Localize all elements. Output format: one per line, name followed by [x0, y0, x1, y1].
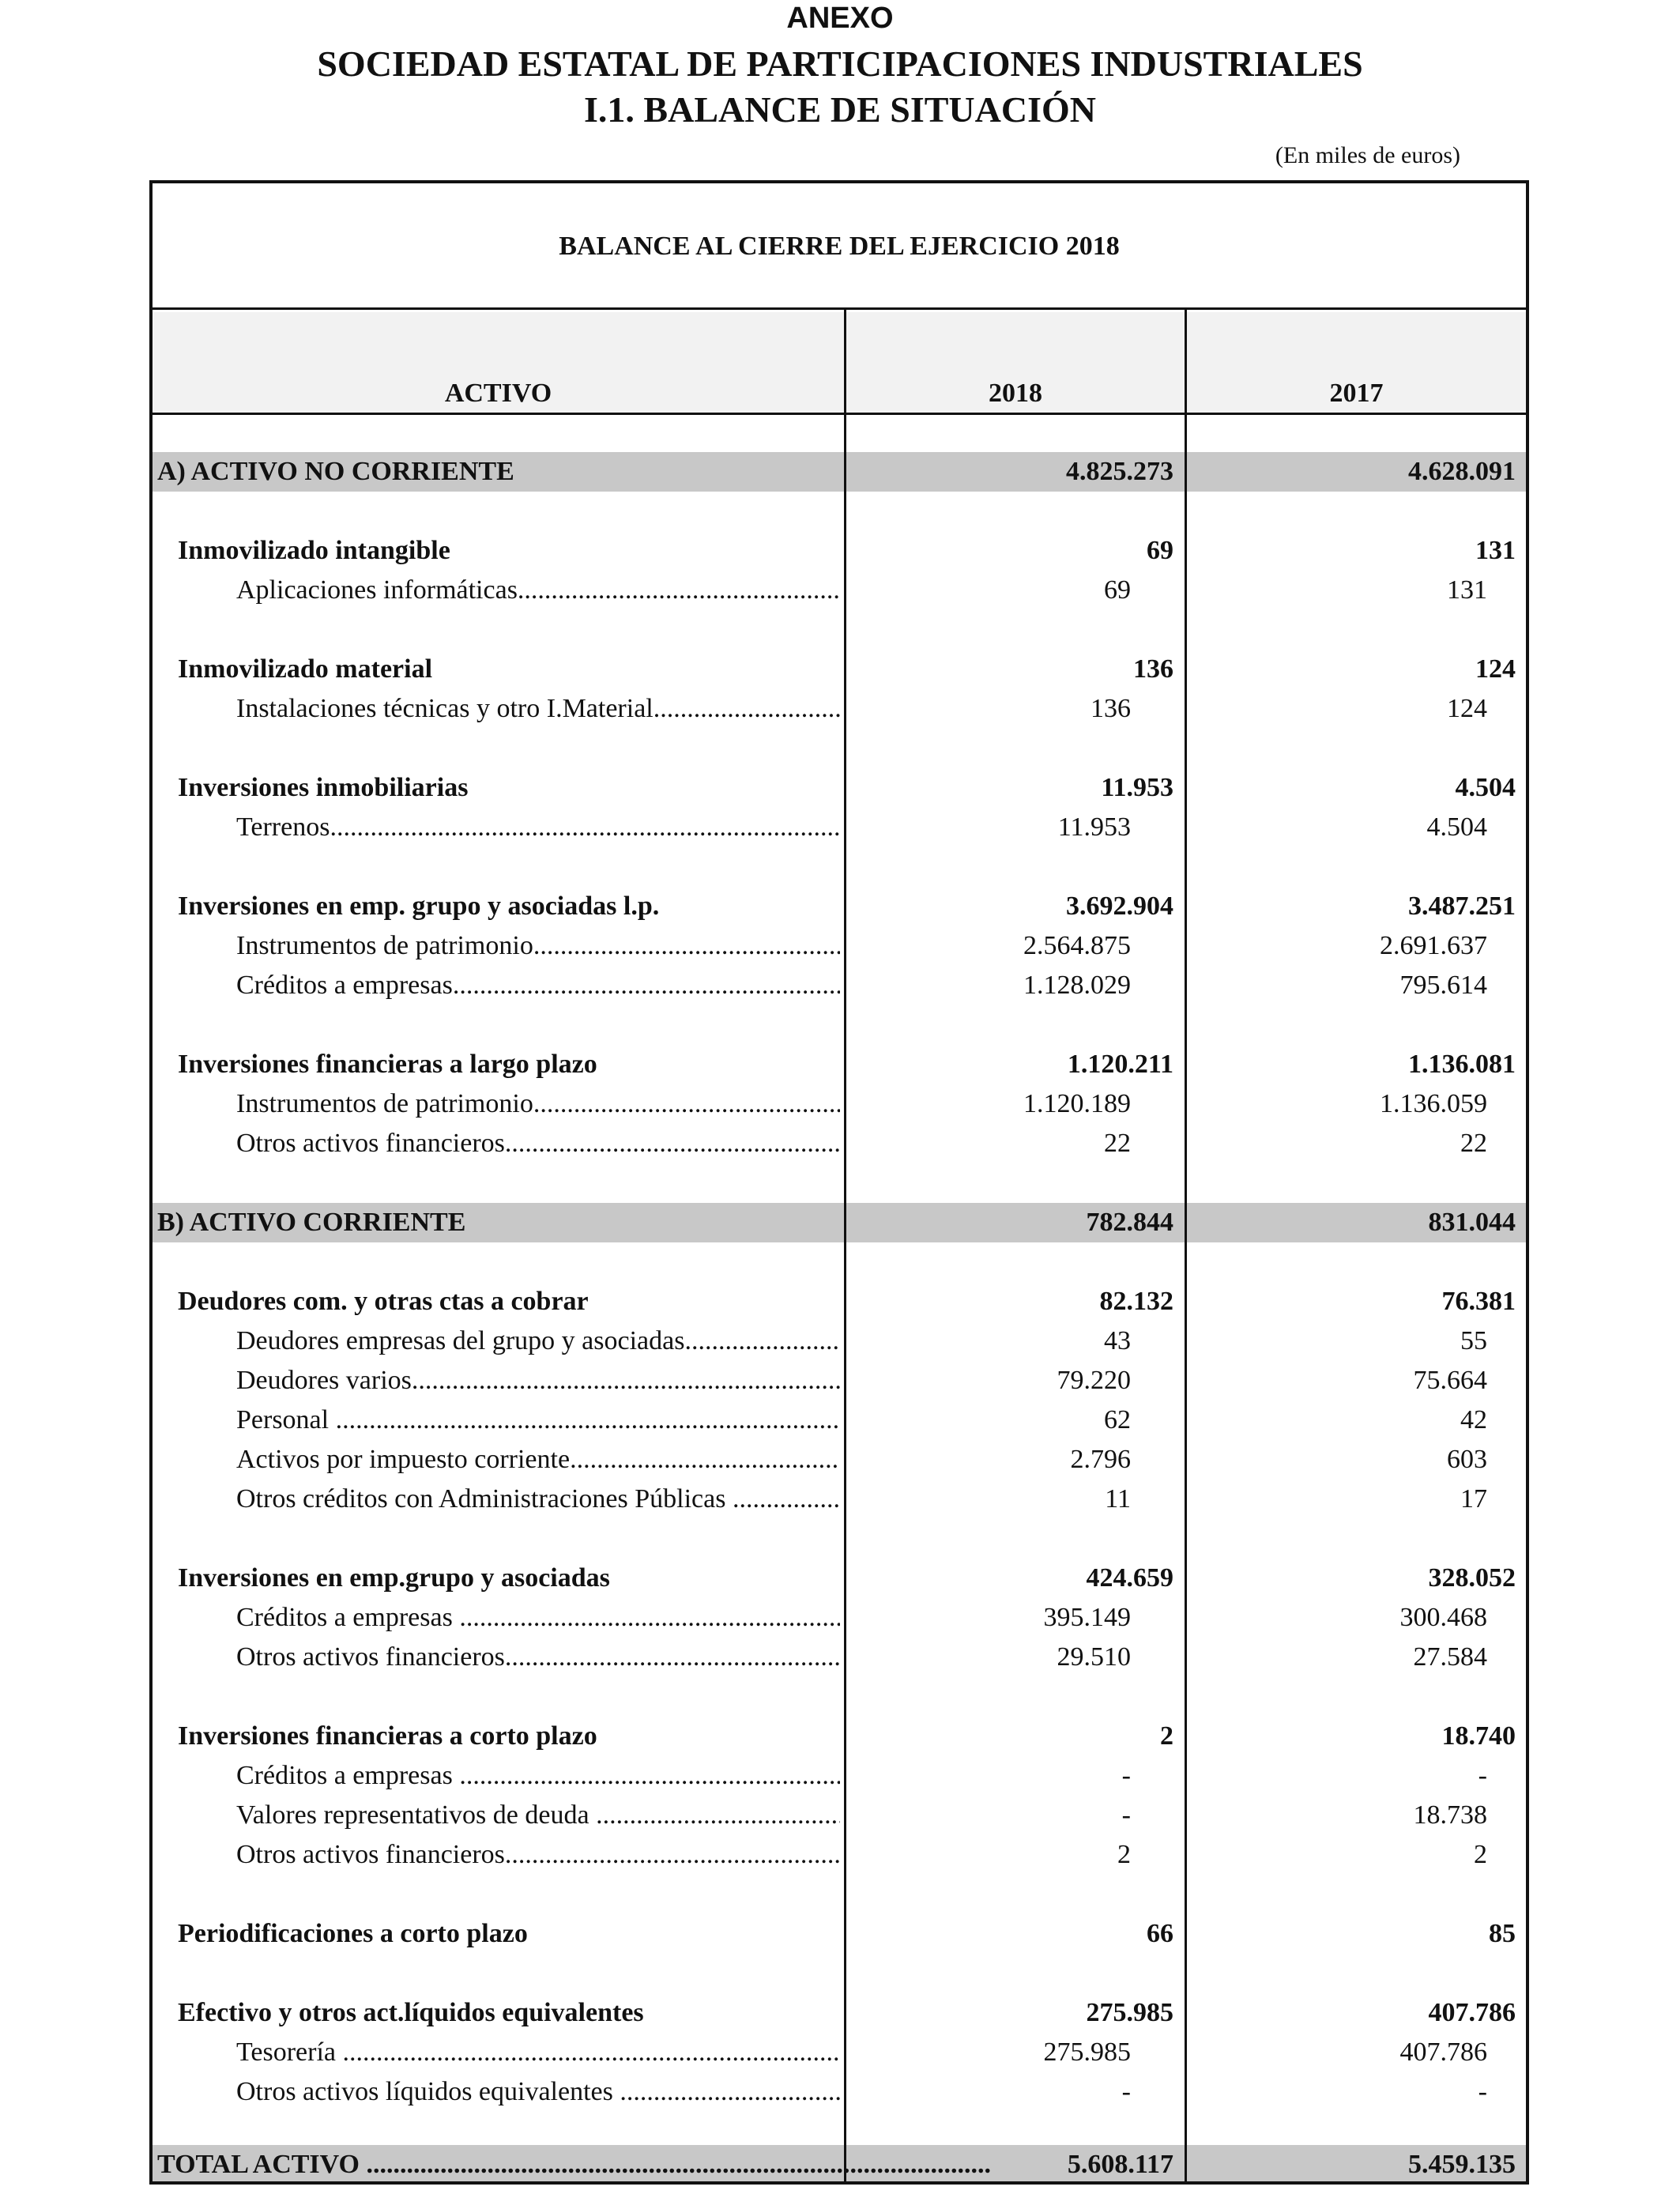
row-label: Instrumentos de patrimonio .....: [236, 1084, 840, 1124]
total-2017: 3.487.251: [1408, 892, 1516, 921]
table-row-group: [153, 768, 1526, 808]
value-2017: 17: [1460, 1484, 1487, 1514]
value-2018: -: [1121, 1761, 1131, 1790]
total-2017: 831.044: [1428, 1208, 1516, 1237]
row-label: Inmovilizado intangible: [178, 536, 450, 565]
value-2018: 1.120.189: [1023, 1089, 1131, 1118]
value-2018: -: [1121, 1800, 1131, 1830]
value-2018: -: [1121, 2077, 1131, 2106]
table-row-detail: [153, 1361, 1526, 1400]
table-row-group: [153, 531, 1526, 571]
row-label: Inversiones financieras a corto plazo: [178, 1721, 597, 1751]
total-2018: 69: [1147, 536, 1173, 565]
value-2017: 124: [1447, 694, 1487, 723]
total-2017: 85: [1489, 1919, 1516, 1948]
total-2017: 4.628.091: [1408, 457, 1516, 486]
value-2017: 4.504: [1426, 812, 1487, 842]
column-divider: [844, 310, 846, 2185]
table-row-detail: [153, 571, 1526, 610]
row-label: Créditos a empresas .....: [236, 1756, 840, 1796]
row-label: Otros activos líquidos equivalentes .....: [236, 2072, 840, 2112]
row-label: Otros activos financieros .....: [236, 1124, 840, 1163]
total-2018: 11.953: [1101, 773, 1173, 802]
table-row-section: [153, 452, 1526, 492]
total-2018: 82.132: [1099, 1287, 1173, 1316]
value-2018: 2.796: [1070, 1445, 1131, 1474]
value-2017: 1.136.059: [1380, 1089, 1487, 1118]
value-2018: 275.985: [1043, 2038, 1131, 2067]
row-label: Otros activos financieros .....: [236, 1835, 840, 1875]
table-row-detail: [153, 1321, 1526, 1361]
column-header-activo: ACTIVO: [444, 379, 552, 408]
table-row-detail: [153, 1598, 1526, 1638]
value-2017: 55: [1460, 1326, 1487, 1355]
total-2018: 424.659: [1086, 1563, 1173, 1593]
table-row-detail: [153, 1835, 1526, 1875]
row-label: B) ACTIVO CORRIENTE: [157, 1208, 466, 1237]
value-2018: 29.510: [1057, 1642, 1131, 1672]
table-row-detail: [153, 1124, 1526, 1163]
table-row-section: [153, 1203, 1526, 1242]
table-row-detail: [153, 2033, 1526, 2072]
total-2017: 407.786: [1428, 1998, 1516, 2027]
balance-title: BALANCE AL CIERRE DEL EJERCICIO 2018: [559, 232, 1120, 261]
value-2018: 2: [1117, 1840, 1131, 1869]
table-row-detail: [153, 1084, 1526, 1124]
value-2018: 79.220: [1057, 1366, 1131, 1395]
value-2017: -: [1478, 2077, 1487, 2106]
row-label: Créditos a empresas .....: [236, 966, 840, 1005]
column-header-2017: 2017: [1329, 379, 1384, 408]
annex-label: ANEXO: [786, 2, 894, 35]
table-row-group: [153, 1914, 1526, 1954]
table-row-group: [153, 887, 1526, 926]
table-row-detail: [153, 1756, 1526, 1796]
row-label: Efectivo y otros act.líquidos equivalentes: [178, 1998, 644, 2027]
value-2018: 395.149: [1043, 1603, 1131, 1632]
total-2018: 2: [1160, 1721, 1173, 1751]
value-2018: 11.953: [1057, 812, 1131, 842]
value-2018: 2.564.875: [1023, 931, 1131, 960]
value-2017: 18.738: [1413, 1800, 1487, 1830]
table-row-group: [153, 1993, 1526, 2033]
value-2018: 136: [1090, 694, 1131, 723]
value-2017: 795.614: [1399, 971, 1487, 1000]
row-label: Instrumentos de patrimonio .....: [236, 926, 840, 966]
total-2017: 4.504: [1455, 773, 1516, 802]
value-2017: -: [1478, 1761, 1487, 1790]
row-label: Inversiones en emp.grupo y asociadas: [178, 1563, 610, 1593]
row-label: Periodificaciones a corto plazo: [178, 1919, 528, 1948]
row-label: Inversiones inmobiliarias: [178, 773, 469, 802]
balance-table: [149, 180, 1529, 2185]
value-2017: 300.468: [1399, 1603, 1487, 1632]
company-title: SOCIEDAD ESTATAL DE PARTICIPACIONES INDUSTRIALES: [317, 43, 1363, 84]
row-label: Valores representativos de deuda .....: [236, 1796, 840, 1835]
total-2018: 5.608.117: [1067, 2150, 1173, 2179]
row-label: Otros activos financieros .....: [236, 1638, 840, 1677]
table-row-detail: [153, 1440, 1526, 1480]
table-row-detail: [153, 1480, 1526, 1519]
value-2018: 22: [1104, 1129, 1131, 1158]
row-label: A) ACTIVO NO CORRIENTE: [157, 457, 514, 486]
table-row-detail: [153, 2072, 1526, 2112]
row-label: Inversiones en emp. grupo y asociadas l.p.: [178, 892, 660, 921]
total-2017: 328.052: [1428, 1563, 1516, 1593]
value-2018: 11: [1105, 1484, 1131, 1514]
units-note: (En miles de euros): [1275, 142, 1460, 168]
column-divider: [1185, 310, 1187, 2185]
value-2017: 42: [1460, 1405, 1487, 1434]
row-label: Deudores empresas del grupo y asociadas .....: [236, 1321, 840, 1361]
total-2018: 1.120.211: [1067, 1050, 1173, 1079]
table-row-total: [153, 2145, 1526, 2185]
report-title: I.1. BALANCE DE SITUACIÓN: [584, 89, 1096, 130]
value-2018: 69: [1104, 575, 1131, 605]
row-label: Aplicaciones informáticas .....: [236, 571, 840, 610]
value-2018: 1.128.029: [1023, 971, 1131, 1000]
total-2018: 136: [1133, 654, 1173, 684]
value-2017: 603: [1447, 1445, 1487, 1474]
value-2017: 2.691.637: [1380, 931, 1487, 960]
table-row-detail: [153, 1796, 1526, 1835]
value-2017: 27.584: [1413, 1642, 1487, 1672]
table-row-detail: [153, 808, 1526, 847]
table-row-group: [153, 1717, 1526, 1756]
total-2017: 18.740: [1441, 1721, 1516, 1751]
value-2017: 131: [1447, 575, 1487, 605]
total-2017: 131: [1475, 536, 1516, 565]
row-label: Tesorería .....: [236, 2033, 840, 2072]
row-label: Créditos a empresas .....: [236, 1598, 840, 1638]
table-row-detail: [153, 1400, 1526, 1440]
total-2017: 76.381: [1441, 1287, 1516, 1316]
total-2017: 124: [1475, 654, 1516, 684]
table-row-group: [153, 650, 1526, 689]
total-2018: 3.692.904: [1066, 892, 1173, 921]
total-2018: 782.844: [1086, 1208, 1173, 1237]
table-row-detail: [153, 689, 1526, 729]
value-2017: 407.786: [1399, 2038, 1487, 2067]
row-label: Personal .....: [236, 1400, 840, 1440]
table-row-group: [153, 1045, 1526, 1084]
value-2017: 2: [1474, 1840, 1487, 1869]
row-label: TOTAL ACTIVO .....: [157, 2145, 990, 2185]
row-label: Terrenos .....: [236, 808, 840, 847]
table-row-detail: [153, 926, 1526, 966]
column-header-2018: 2018: [989, 379, 1042, 408]
total-2018: 275.985: [1086, 1998, 1173, 2027]
total-2018: 4.825.273: [1066, 457, 1173, 486]
table-row-group: [153, 1559, 1526, 1598]
total-2018: 66: [1147, 1919, 1173, 1948]
row-label: Otros créditos con Administraciones Públicas .....: [236, 1480, 840, 1519]
value-2017: 22: [1460, 1129, 1487, 1158]
value-2017: 75.664: [1413, 1366, 1487, 1395]
row-label: Deudores com. y otras ctas a cobrar: [178, 1287, 589, 1316]
value-2018: 62: [1104, 1405, 1131, 1434]
divider: [153, 307, 1526, 310]
row-label: Activos por impuesto corriente .....: [236, 1440, 840, 1480]
total-2017: 1.136.081: [1408, 1050, 1516, 1079]
value-2018: 43: [1104, 1326, 1131, 1355]
row-label: Deudores varios .....: [236, 1361, 840, 1400]
row-label: Instalaciones técnicas y otro I.Material .....: [236, 689, 840, 729]
total-2017: 5.459.135: [1408, 2150, 1516, 2179]
table-row-detail: [153, 1638, 1526, 1677]
table-row-detail: [153, 966, 1526, 1005]
row-label: Inversiones financieras a largo plazo: [178, 1050, 597, 1079]
divider: [153, 413, 1526, 415]
row-label: Inmovilizado material: [178, 654, 433, 684]
table-row-group: [153, 1282, 1526, 1321]
